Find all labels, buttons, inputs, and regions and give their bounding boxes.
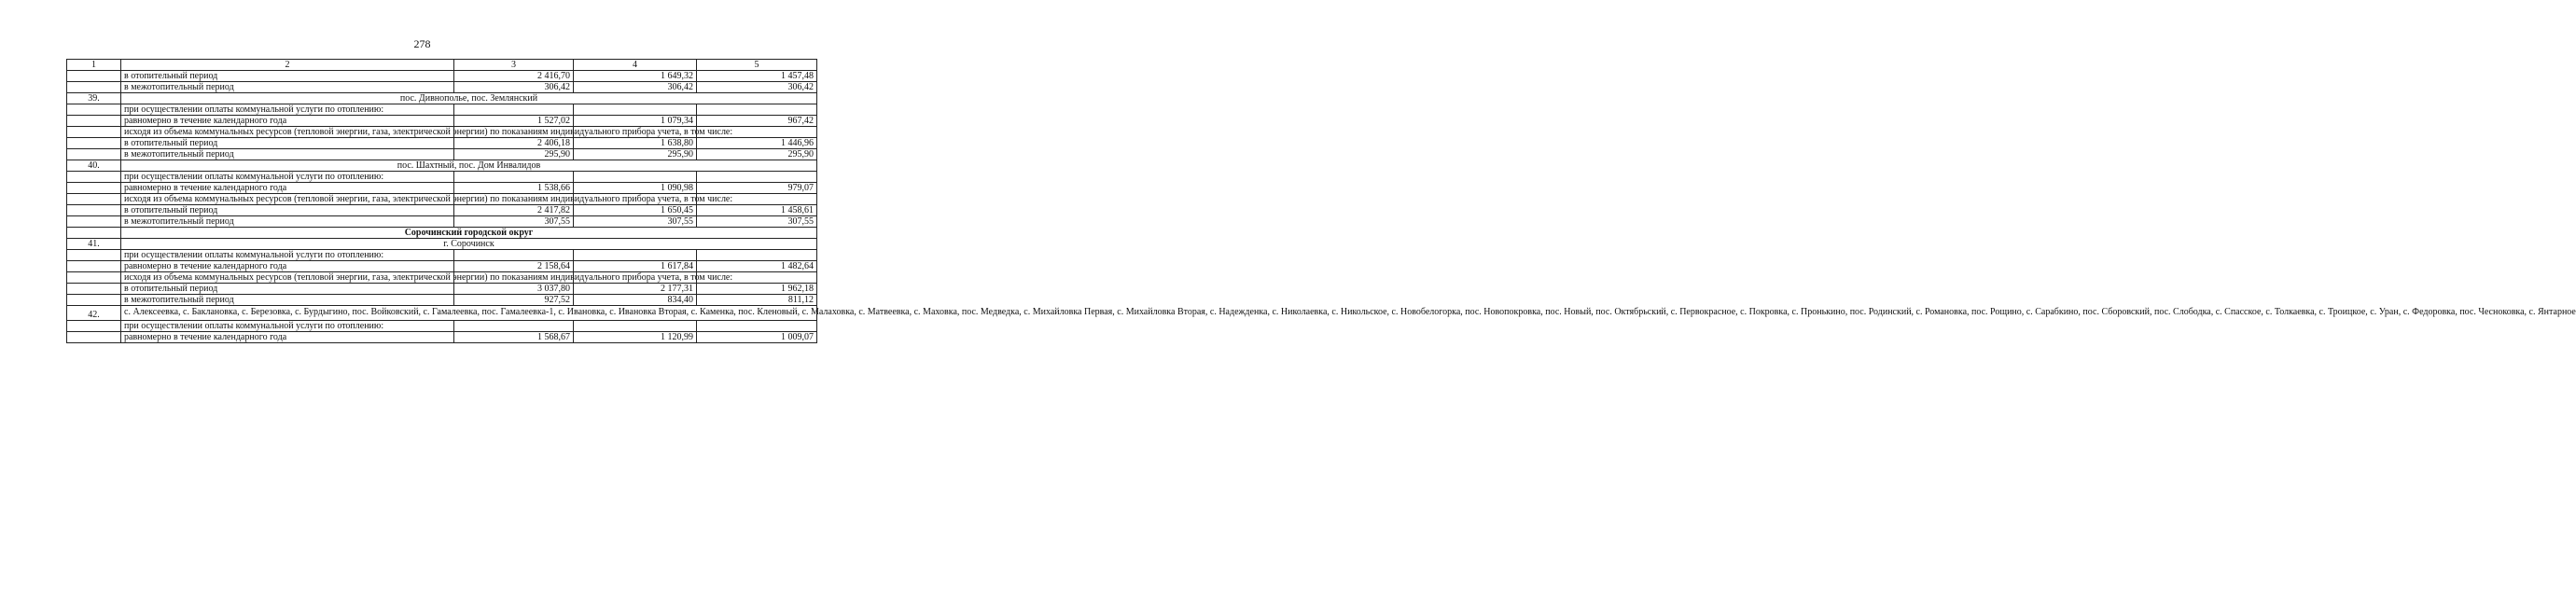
entry-index: 39.: [67, 93, 121, 104]
value-col5: 1 962,18: [697, 284, 817, 295]
value-col4: 1 650,45: [574, 205, 697, 216]
column-header-3: 3: [454, 60, 574, 71]
value-col5: 295,90: [697, 149, 817, 160]
row-label: в межотопительный период: [121, 82, 454, 93]
row-label: в межотопительный период: [121, 216, 454, 228]
row-label: при осуществлении оплаты коммунальной услуги по отоплению:: [121, 320, 454, 331]
tariff-table: [66, 59, 2576, 343]
value-col3: 3 037,80: [454, 284, 574, 295]
row-label: исходя из объема коммунальных ресурсов (тепловой энергии, газа, электрической энергии) по показаниям индивидуального прибора учета, в том числе:: [121, 272, 454, 284]
value-col5: 307,55: [697, 216, 817, 228]
value-col4: 295,90: [574, 149, 697, 160]
row-label: при осуществлении оплаты коммунальной услуги по отоплению:: [121, 104, 454, 116]
column-header-2: 2: [121, 60, 454, 71]
row-label: равномерно в течение календарного года: [121, 183, 454, 194]
page-number: 278: [413, 37, 431, 50]
entry-place: пос. Дивнополье, пос. Землянский: [121, 93, 817, 104]
value-col3: 1 527,02: [454, 116, 574, 127]
entry-place: с. Алексеевка, с. Баклановка, с. Березовка, с. Бурдыгино, пос. Войковский, с. Гамалеевка, пос. Гамалеевка-1, с. Ивановка, с. Ивановка Вторая, с. Каменка, пос. Кленовый, с. Малаховка, с. Матвеевка, с. Маховка, пос. Медведка, с. Михайловка Первая, с. Михайловка Вторая, с. Надежденка, с. Николаевка, с. Никольское, с. Новобелогорка, пос. Новопокровка, пос. Новый, пос. Октябрьский, с. Первокрасное, с. Покровка, с. Пронькино, пос. Родинский, с. Романовка, пос. Рощино, с. Сарабкино, пос. Сборовский, пос. Слободка, с. Спасское, с. Толкаевка, с. Троицкое, с. Уран, с. Федоровка, пос. Чесноковка, с. Янтарное: [121, 306, 817, 321]
value-col5: 1 446,96: [697, 138, 817, 149]
value-col5: 1 457,48: [697, 71, 817, 82]
value-col4: 1 079,34: [574, 116, 697, 127]
table-row: [67, 71, 817, 82]
value-col5: 1 482,64: [697, 261, 817, 272]
value-col3: 2 406,18: [454, 138, 574, 149]
row-label: в межотопительный период: [121, 295, 454, 306]
table-row: [67, 331, 817, 342]
table-row: [67, 250, 817, 261]
table-row: [67, 116, 817, 127]
row-label: в межотопительный период: [121, 149, 454, 160]
row-label: равномерно в течение календарного года: [121, 116, 454, 127]
value-col4: 1 090,98: [574, 183, 697, 194]
entry-header-row: [67, 239, 817, 250]
row-label: исходя из объема коммунальных ресурсов (тепловой энергии, газа, электрической энергии) по показаниям индивидуального прибора учета, в том числе:: [121, 127, 454, 138]
row-label: в отопительный период: [121, 138, 454, 149]
row-label: при осуществлении оплаты коммунальной услуги по отоплению:: [121, 172, 454, 183]
value-col3: 306,42: [454, 82, 574, 93]
table-row: [67, 172, 817, 183]
value-col4: 1 617,84: [574, 261, 697, 272]
table-row: [67, 295, 817, 306]
column-number-row: [67, 60, 817, 71]
row-label: исходя из объема коммунальных ресурсов (тепловой энергии, газа, электрической энергии) по показаниям индивидуального прибора учета, в том числе:: [121, 194, 454, 205]
table-row: [67, 205, 817, 216]
entry-index: 42.: [67, 306, 121, 321]
column-header-5: 5: [697, 60, 817, 71]
value-col3: 307,55: [454, 216, 574, 228]
table-row: [67, 104, 817, 116]
table-row: [67, 138, 817, 149]
value-col3: 295,90: [454, 149, 574, 160]
table-row: [67, 261, 817, 272]
value-col5: 811,12: [697, 295, 817, 306]
value-col3: 1 538,66: [454, 183, 574, 194]
table-row: [67, 194, 817, 205]
value-col4: 1 649,32: [574, 71, 697, 82]
table-row: [67, 216, 817, 228]
value-col5: 979,07: [697, 183, 817, 194]
row-label: равномерно в течение календарного года: [121, 331, 454, 342]
table-row: [67, 149, 817, 160]
value-col5: 967,42: [697, 116, 817, 127]
value-col3: 2 416,70: [454, 71, 574, 82]
value-col4: 307,55: [574, 216, 697, 228]
value-col4: 1 120,99: [574, 331, 697, 342]
value-col3: 1 568,67: [454, 331, 574, 342]
column-header-4: 4: [574, 60, 697, 71]
entry-index: 41.: [67, 239, 121, 250]
row-label: в отопительный период: [121, 71, 454, 82]
value-col4: 306,42: [574, 82, 697, 93]
row-label: в отопительный период: [121, 284, 454, 295]
value-col4: 1 638,80: [574, 138, 697, 149]
value-col3: 2 158,64: [454, 261, 574, 272]
entry-index: 40.: [67, 160, 121, 172]
entry-place: пос. Шахтный, пос. Дом Инвалидов: [121, 160, 817, 172]
entry-header-row: [67, 306, 817, 321]
value-col3: 2 417,82: [454, 205, 574, 216]
entry-place: г. Сорочинск: [121, 239, 817, 250]
value-col4: 2 177,31: [574, 284, 697, 295]
table-row: [67, 183, 817, 194]
table-row: [67, 320, 817, 331]
section-row: [67, 228, 817, 239]
table-row: [67, 82, 817, 93]
row-label: в отопительный период: [121, 205, 454, 216]
table-row: [67, 127, 817, 138]
row-label: равномерно в течение календарного года: [121, 261, 454, 272]
value-col5: 1 458,61: [697, 205, 817, 216]
table-row: [67, 272, 817, 284]
column-header-1: 1: [67, 60, 121, 71]
table-row: [67, 284, 817, 295]
value-col4: 834,40: [574, 295, 697, 306]
entry-header-row: [67, 160, 817, 172]
row-label: при осуществлении оплаты коммунальной услуги по отоплению:: [121, 250, 454, 261]
entry-header-row: [67, 93, 817, 104]
section-title: Сорочинский городской округ: [121, 228, 817, 239]
value-col5: 306,42: [697, 82, 817, 93]
value-col3: 927,52: [454, 295, 574, 306]
value-col5: 1 009,07: [697, 331, 817, 342]
